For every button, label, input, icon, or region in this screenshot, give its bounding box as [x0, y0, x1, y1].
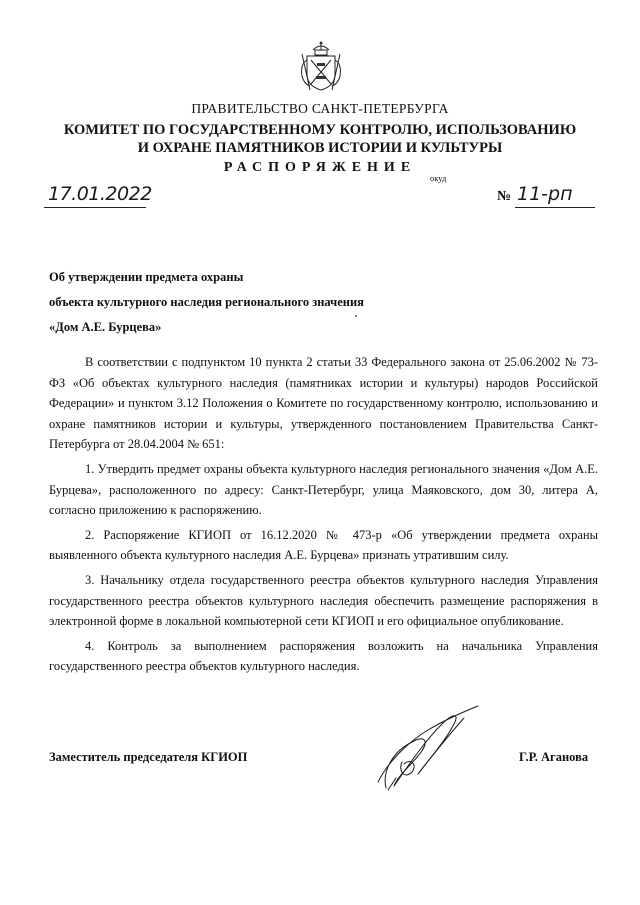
government-name: ПРАВИТЕЛЬСТВО САНКТ-ПЕТЕРБУРГА	[191, 101, 449, 116]
okud-label: окуд	[430, 173, 447, 183]
number-sign: №	[497, 189, 512, 204]
order-item-1: 1. Утвердить предмет охраны объекта культурного наследия регионального значения «Дом А.Е. Бурцева», расположенного по адресу: Санкт-Петербург, улица Маяковского, дом 30, литера А, согласно приложению к распоряжению.	[49, 461, 598, 518]
order-item-2: 2. Распоряжение КГИОП от 16.12.2020 № 473-р «Об утверждении предмета охраны выявленного объекта культурного наследия А.Е. Бурцева» признать утратившим силу.	[49, 527, 598, 563]
number-field	[515, 185, 595, 208]
document-type-heading: РАСПОРЯЖЕНИЕ	[223, 160, 417, 175]
subject-line-2: объекта культурного наследия регионального значения	[49, 295, 364, 309]
subject-line-1: Об утверждении предмета охраны	[49, 270, 244, 284]
committee-name	[0, 121, 640, 157]
signer-position: Заместитель председателя КГИОП	[49, 750, 248, 764]
coat-of-arms-icon	[298, 40, 344, 94]
date-field	[44, 183, 152, 208]
scan-speck	[355, 315, 357, 317]
document-number: 11-рп	[517, 183, 573, 205]
document-subject	[49, 265, 449, 340]
order-item-4: 4. Контроль за выполнением распоряжения возложить на начальника Управления государственного реестра объектов культурного наследия.	[49, 638, 598, 674]
signature-icon	[368, 702, 488, 794]
signer-name: Г.Р. Аганова	[519, 750, 589, 764]
order-item-3: 3. Начальнику отдела государственного реестра объектов культурного наследия Управления государственного реестра объектов культурного наследия обеспечить размещение распоряжения в электронной форме в локальной компьютерной сети КГИОП и его официальное опубликование.	[49, 572, 598, 629]
committee-line-2: И ОХРАНЕ ПАМЯТНИКОВ ИСТОРИИ И КУЛЬТУРЫ	[137, 140, 503, 156]
committee-line-1: КОМИТЕТ ПО ГОСУДАРСТВЕННОМУ КОНТРОЛЮ, ИСПОЛЬЗОВАНИЮ	[63, 122, 577, 138]
subject-line-3: «Дом А.Е. Бурцева»	[49, 320, 162, 334]
document-body	[49, 352, 598, 681]
document-date: 17.01.2022	[48, 183, 152, 205]
intro-paragraph: В соответствии с подпунктом 10 пункта 2 статьи 33 Федерального закона от 25.06.2002 № 73-ФЗ «Об объектах культурного наследия (памятниках истории и культуры) народов Российской Федерации» и пунктом 3.12 Положения о Комитете по государственному контролю, использованию и охране памятников истории и культуры, утвержденного постановлением Правительства Санкт-Петербурга от 28.04.2004 № 651:	[49, 355, 598, 452]
